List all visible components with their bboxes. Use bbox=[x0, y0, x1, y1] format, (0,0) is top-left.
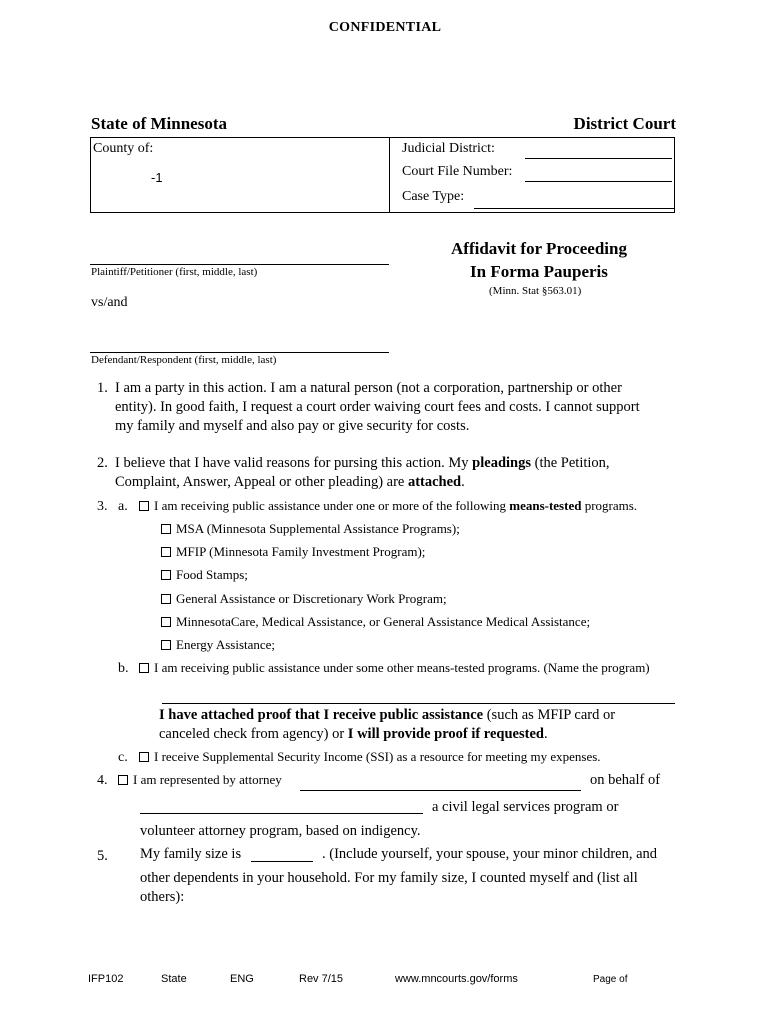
para3c-label: c. bbox=[118, 750, 128, 765]
versus-label: vs/and bbox=[91, 295, 128, 310]
para1-text bbox=[115, 379, 640, 436]
para3c-row bbox=[139, 749, 601, 765]
proof-statement bbox=[159, 706, 615, 744]
program-general-assistance-label: General Assistance or Discretionary Work Program; bbox=[176, 591, 447, 606]
para1-line3: my family and myself and also pay or give security for costs. bbox=[115, 418, 470, 434]
para5-number: 5. bbox=[97, 848, 108, 864]
para3c-text: I receive Supplemental Security Income (SSI) as a resource for meeting my expenses. bbox=[154, 749, 601, 764]
plaintiff-name-field[interactable] bbox=[90, 264, 389, 265]
program-general-assistance-checkbox[interactable] bbox=[161, 594, 171, 604]
para3b-checkbox[interactable] bbox=[139, 663, 149, 673]
para2-attached: attached bbox=[407, 474, 462, 490]
program-minnesotacare-label: MinnesotaCare, Medical Assistance, or General Assistance Medical Assistance; bbox=[176, 614, 591, 629]
program-mfip-label: MFIP (Minnesota Family Investment Program); bbox=[176, 544, 426, 559]
defendant-label: Defendant/Respondent (first, middle, last) bbox=[91, 354, 277, 366]
proof-text1: (such as MFIP card or bbox=[483, 707, 616, 723]
program-item bbox=[161, 521, 460, 537]
case-type-field[interactable] bbox=[474, 208, 675, 209]
form-title-line2: In Forma Pauperis bbox=[470, 262, 608, 281]
para4-number: 4. bbox=[97, 773, 108, 788]
para3b-label: b. bbox=[118, 661, 129, 676]
footer-language: ENG bbox=[230, 973, 254, 985]
para3b-row bbox=[139, 660, 650, 676]
program-minnesotacare-checkbox[interactable] bbox=[161, 617, 171, 627]
para5-text2: other dependents in your household. For my family size, I counted myself and (list all bbox=[140, 870, 638, 886]
program-food-stamps-label: Food Stamps; bbox=[176, 567, 248, 582]
program-energy-checkbox[interactable] bbox=[161, 640, 171, 650]
para2-pleadings: pleadings bbox=[472, 455, 532, 471]
legal-services-program-field[interactable] bbox=[140, 813, 423, 814]
program-msa-label: MSA (Minnesota Supplemental Assistance Programs); bbox=[176, 521, 460, 536]
program-msa-checkbox[interactable] bbox=[161, 524, 171, 534]
para4-text4: volunteer attorney program, based on indigency. bbox=[140, 823, 421, 839]
footer-revision: Rev 7/15 bbox=[299, 973, 344, 985]
plaintiff-label: Plaintiff/Petitioner (first, middle, last) bbox=[91, 266, 258, 278]
footer-url[interactable]: www.mncourts.gov/forms bbox=[395, 973, 518, 985]
para1-number: 1. bbox=[97, 380, 108, 396]
program-energy-label: Energy Assistance; bbox=[176, 637, 276, 652]
para3a-text3: programs. bbox=[581, 498, 638, 513]
county-label: County of: bbox=[93, 141, 154, 156]
para2-line1c: (the Petition, bbox=[531, 455, 610, 471]
para1-line2: entity). In good faith, I request a court order waiving court fees and costs. I cannot support bbox=[115, 399, 640, 415]
judicial-district-field[interactable] bbox=[525, 158, 672, 159]
defendant-name-field[interactable] bbox=[90, 352, 389, 353]
caption-divider bbox=[389, 138, 390, 212]
para2-text bbox=[115, 454, 610, 492]
para3a-text1: I am receiving public assistance under one or more of the following bbox=[154, 498, 510, 513]
county-value[interactable]: -1 bbox=[151, 170, 163, 185]
other-program-field[interactable] bbox=[162, 703, 675, 704]
statute-reference: (Minn. Stat §563.01) bbox=[489, 285, 582, 297]
court-name: District Court bbox=[573, 114, 676, 133]
footer-form-id: IFP102 bbox=[88, 973, 124, 985]
attorney-name-field[interactable] bbox=[300, 790, 581, 791]
case-type-label: Case Type: bbox=[402, 189, 465, 204]
court-file-number-label: Court File Number: bbox=[402, 164, 513, 179]
court-file-number-field[interactable] bbox=[525, 181, 672, 182]
state-name: State of Minnesota bbox=[91, 114, 227, 133]
proof-bold1: I have attached proof that I receive public assistance bbox=[159, 707, 484, 723]
para4-text2: on behalf of bbox=[590, 772, 661, 788]
para3a-checkbox[interactable] bbox=[139, 501, 149, 511]
proof-bold2: I will provide proof if requested bbox=[347, 726, 544, 742]
para3a-row bbox=[139, 498, 637, 514]
proof-text2c: . bbox=[543, 726, 548, 742]
para2-line2c: . bbox=[461, 474, 465, 490]
para5-text3: others): bbox=[140, 889, 185, 905]
program-food-stamps-checkbox[interactable] bbox=[161, 570, 171, 580]
form-title-line1: Affidavit for Proceeding bbox=[451, 239, 627, 258]
para4-checkbox[interactable] bbox=[118, 775, 128, 785]
para2-line1a: I believe that I have valid reasons for pursing this action. My bbox=[115, 455, 473, 471]
para2-line2a: Complaint, Answer, Appeal or other pleading) are bbox=[115, 474, 408, 490]
para4-row bbox=[118, 772, 282, 788]
family-size-field[interactable] bbox=[251, 861, 313, 862]
confidential-label: CONFIDENTIAL bbox=[328, 20, 442, 35]
footer-page: Page of bbox=[593, 974, 628, 985]
program-item bbox=[161, 544, 425, 560]
para4-text1: I am represented by attorney bbox=[133, 772, 282, 787]
proof-text2: canceled check from agency) or bbox=[159, 726, 348, 742]
program-item bbox=[161, 614, 590, 630]
para3-number: 3. bbox=[97, 499, 108, 514]
para4-text3: a civil legal services program or bbox=[432, 799, 619, 815]
footer-state: State bbox=[161, 973, 187, 985]
para3c-checkbox[interactable] bbox=[139, 752, 149, 762]
para3b-text: I am receiving public assistance under some other means-tested programs. (Name the program) bbox=[154, 660, 650, 675]
program-item bbox=[161, 637, 275, 653]
para5-text1b: . (Include yourself, your spouse, your minor children, and bbox=[322, 846, 658, 862]
program-item bbox=[161, 591, 447, 607]
para5-text1a: My family size is bbox=[140, 846, 242, 862]
judicial-district-label: Judicial District: bbox=[402, 141, 495, 156]
para3a-label: a. bbox=[118, 499, 128, 514]
para3a-means-tested: means-tested bbox=[509, 498, 582, 513]
program-item bbox=[161, 567, 248, 583]
para2-number: 2. bbox=[97, 455, 108, 471]
program-mfip-checkbox[interactable] bbox=[161, 547, 171, 557]
caption-box bbox=[90, 137, 675, 213]
para1-line1: I am a party in this action. I am a natural person (not a corporation, partnership or other bbox=[115, 380, 622, 396]
